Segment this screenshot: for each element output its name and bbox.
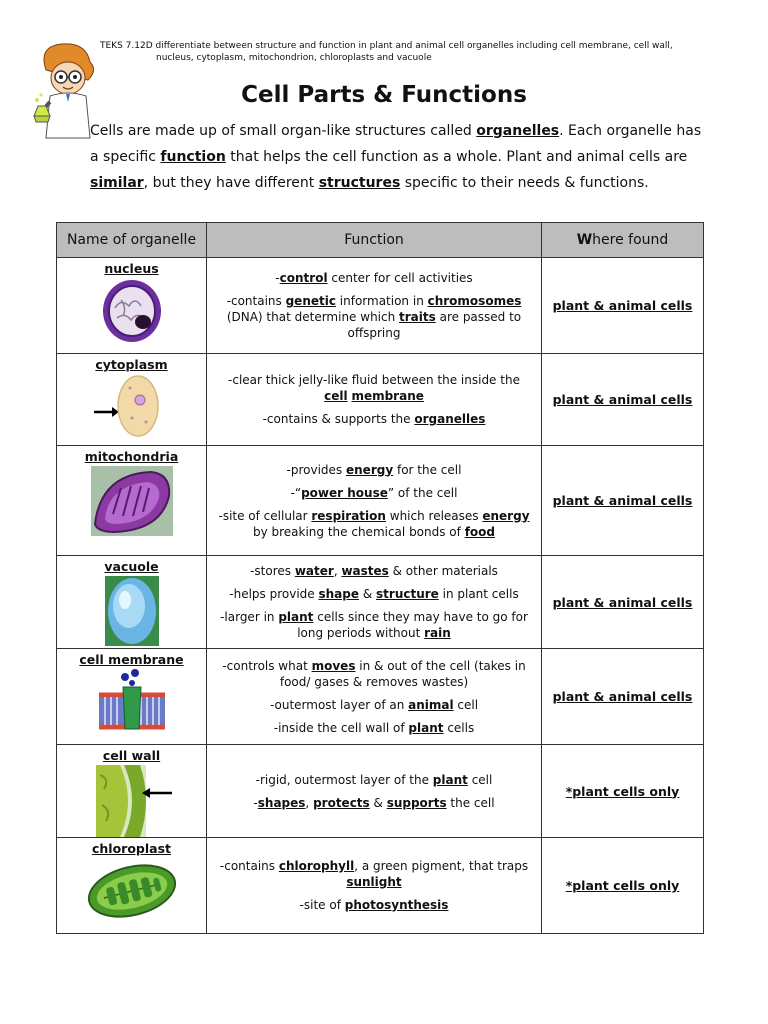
chloroplast-icon: [85, 858, 179, 924]
organelle-name: cell wall: [102, 748, 161, 763]
location-cell: plant & animal cells: [542, 354, 704, 446]
header-function: Function: [207, 223, 542, 258]
organelle-name: cell membrane: [79, 652, 184, 667]
keyword: organelles: [476, 123, 560, 139]
location-cell: plant & animal cells: [542, 446, 704, 556]
table-row: [57, 556, 704, 649]
organelle-cell: [57, 258, 207, 354]
location-cell: *plant cells only: [542, 838, 704, 934]
organelle-name: cytoplasm: [95, 357, 168, 372]
vacuole-icon: [105, 576, 159, 646]
cell-wall-icon: [90, 765, 174, 837]
organelle-name: vacuole: [104, 559, 159, 574]
page-title: Cell Parts & Functions: [241, 82, 527, 108]
table-header-row: [57, 223, 704, 258]
keyword: structures: [318, 175, 401, 191]
table-row: [57, 838, 704, 934]
intro-paragraph: Cells are made up of small organ-like structures called organelles. Each organelle has a specific function that helps the cell function as a whole. Plant and animal cells are similar, but they have different structures specific to their needs & functions.: [90, 123, 702, 191]
function-cell: -contains chlorophyll, a green pigment, that traps sunlight -site of photosynthesis: [207, 838, 542, 934]
mitochondria-icon: [91, 466, 173, 536]
keyword: function: [160, 149, 226, 165]
table-row: [57, 745, 704, 838]
organelle-cell: [57, 838, 207, 934]
organelle-name: nucleus: [104, 261, 159, 276]
organelle-table: [56, 222, 704, 934]
keyword: similar: [90, 175, 144, 191]
nucleus-icon: [101, 278, 163, 344]
function-cell: -rigid, outermost layer of the plant cell -shapes, protects & supports the cell: [207, 745, 542, 838]
location-cell: *plant cells only: [542, 745, 704, 838]
function-cell: -stores water, wastes & other materials -helps provide shape & structure in plant cells -larger in plant cells since they may have to go for long periods without rain: [207, 556, 542, 649]
function-cell: -controls what moves in & out of the cell (takes in food/ gases & removes wastes) -outermost layer of an animal cell -inside the cell wall of plant cells: [207, 649, 542, 745]
cytoplasm-icon: [92, 374, 172, 438]
organelle-cell: [57, 556, 207, 649]
header-where: Where found: [542, 223, 704, 258]
organelle-cell: [57, 745, 207, 838]
organelle-name: chloroplast: [91, 841, 172, 856]
organelle-name: mitochondria: [84, 449, 179, 464]
table-row: [57, 446, 704, 556]
table-row: [57, 354, 704, 446]
organelle-cell: [57, 649, 207, 745]
organelle-cell: [57, 446, 207, 556]
location-cell: plant & animal cells: [542, 649, 704, 745]
location-cell: plant & animal cells: [542, 556, 704, 649]
teks-standard: [100, 40, 700, 64]
organelle-cell: [57, 354, 207, 446]
table-row: [57, 649, 704, 745]
function-cell: -control center for cell activities -contains genetic information in chromosomes (DNA) that determine which traits are passed to offspring: [207, 258, 542, 354]
function-cell: -clear thick jelly-like fluid between the inside the cell membrane -contains & supports the organelles: [207, 354, 542, 446]
teks-line-1: TEKS 7.12D differentiate between structure and function in plant and animal cell organelles including cell membrane, cell wall,: [100, 41, 673, 51]
header-name: Name of organelle: [57, 223, 207, 258]
location-cell: plant & animal cells: [542, 258, 704, 354]
function-cell: -provides energy for the cell -“power house” of the cell -site of cellular respiration which releases energy by breaking the chemical bonds of food: [207, 446, 542, 556]
cell-membrane-icon: [95, 669, 169, 735]
teks-line-2: nucleus, cytoplasm, mitochondrion, chloroplasts and vacuole: [156, 53, 432, 63]
table-row: [57, 258, 704, 354]
